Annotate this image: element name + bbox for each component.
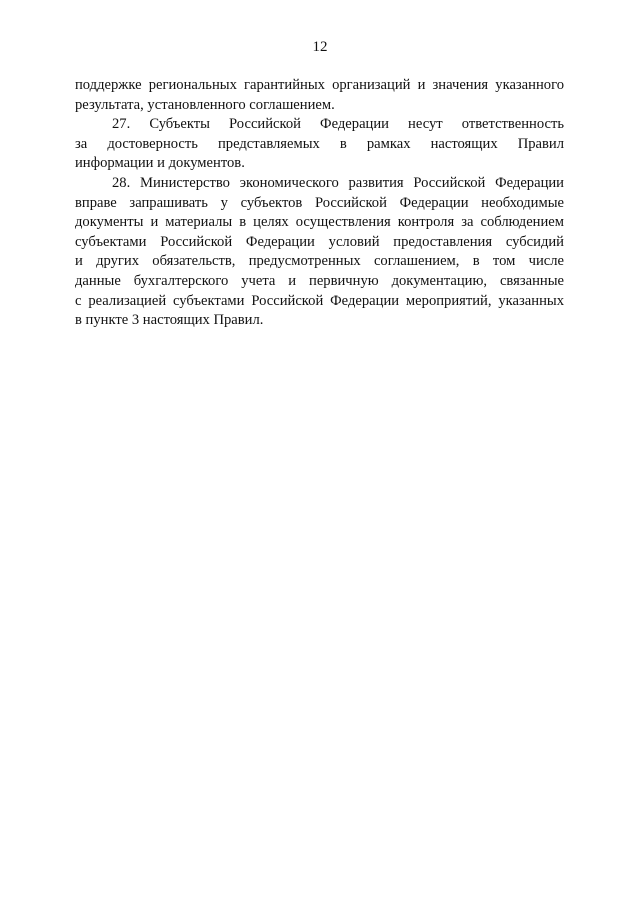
text-line: 27. Субъекты Российской Федерации несут ответственность	[112, 116, 564, 133]
text-line: с реализацией субъектами Российской Федерации мероприятий, указанных	[75, 292, 564, 309]
document-body	[75, 76, 564, 331]
text-line: результата, установленного соглашением.	[75, 96, 335, 113]
text-line: информации и документов.	[75, 155, 245, 172]
text-line: вправе запрашивать у субъектов Российской Федерации необходимые	[75, 194, 564, 211]
text-line: за достоверность представляемых в рамках настоящих Правил	[75, 135, 564, 152]
text-line: документы и материалы в целях осуществления контроля за соблюдением	[75, 214, 564, 231]
text-line: и других обязательств, предусмотренных соглашением, в том числе	[75, 253, 564, 270]
text-line: поддержке региональных гарантийных организаций и значения указанного	[75, 77, 564, 93]
text-line: в пункте 3 настоящих Правил.	[75, 312, 264, 329]
text-line: субъектами Российской Федерации условий предоставления субсидий	[75, 233, 564, 250]
text-line: данные бухгалтерского учета и первичную документацию, связанные	[75, 272, 564, 289]
text-line: 28. Министерство экономического развития Российской Федерации	[112, 174, 564, 191]
page-number: 12	[312, 39, 328, 55]
